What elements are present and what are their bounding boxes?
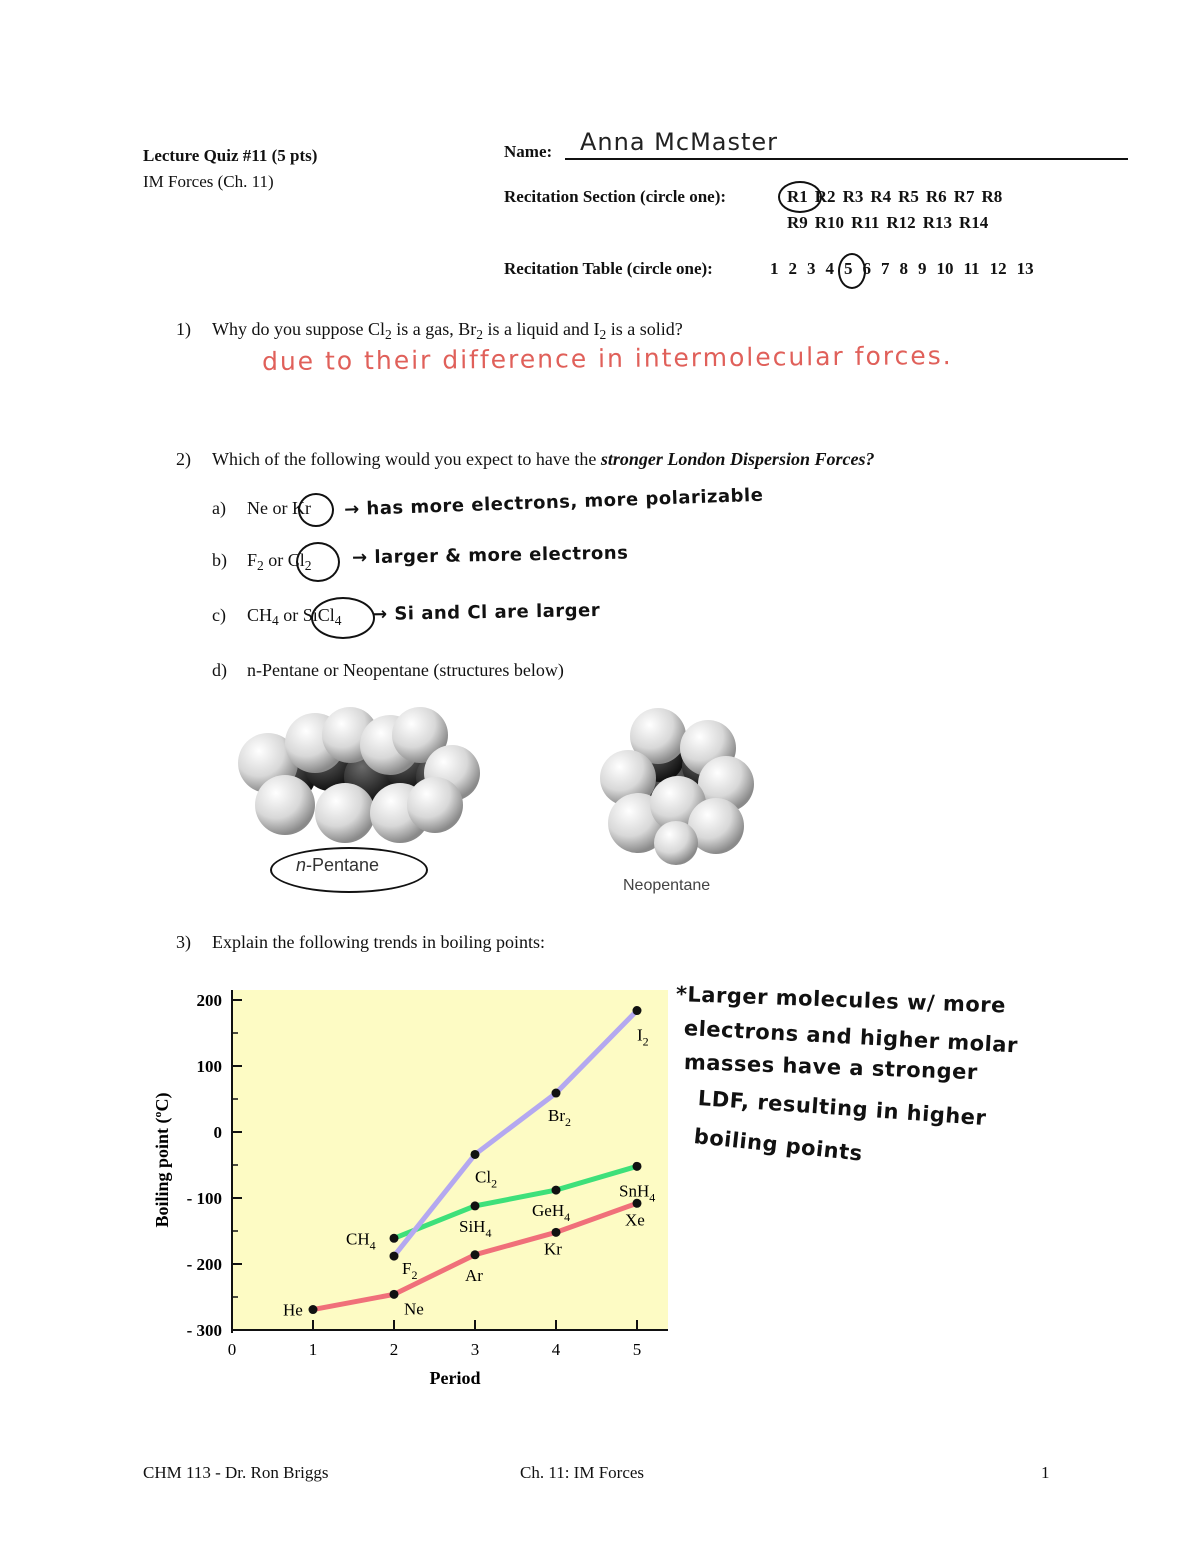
n-pentane-molecule-image bbox=[230, 705, 490, 845]
data-point bbox=[552, 1186, 561, 1195]
q3-answer-line: LDF, resulting in higher bbox=[697, 1086, 988, 1131]
section-selection-circle bbox=[778, 181, 822, 213]
data-point-label: GeH$_4$ bbox=[532, 1201, 571, 1225]
q2c-letter: c) bbox=[212, 605, 226, 625]
data-point bbox=[390, 1234, 399, 1243]
q3-answer-line: electrons and higher molar bbox=[683, 1016, 1019, 1058]
data-point bbox=[633, 1162, 642, 1171]
q2b-choice: $Cl_2$ bbox=[287, 550, 312, 574]
chart-x-axis-label: Period bbox=[429, 1368, 481, 1388]
q2a-option: Ne or Kr bbox=[247, 498, 311, 518]
x-tick-label: 3 bbox=[470, 1340, 480, 1359]
chart-y-axis-label: Boiling point (ºC) bbox=[152, 1092, 172, 1228]
data-point-label: Ar bbox=[465, 1265, 483, 1285]
x-tick-label: 4 bbox=[551, 1340, 561, 1359]
n-pentane-label: n-Pentane bbox=[296, 855, 380, 875]
section-option-r11[interactable]: R11 bbox=[851, 213, 880, 232]
x-tick-label: 1 bbox=[308, 1340, 318, 1359]
name-value: Anna McMaster bbox=[580, 128, 779, 156]
y-tick-label: 200 bbox=[196, 991, 222, 1010]
section-option-r13[interactable]: R13 bbox=[922, 213, 952, 232]
table-option-8[interactable]: 8 bbox=[899, 259, 908, 278]
x-tick-label: 2 bbox=[389, 1340, 399, 1359]
data-point bbox=[471, 1201, 480, 1210]
q2-text: Which of the following would you expect to have the stronger London Dispersion Forces? bbox=[212, 449, 875, 469]
section-option-r10[interactable]: R10 bbox=[814, 213, 845, 232]
table-option-4[interactable]: 4 bbox=[825, 259, 834, 278]
table-option-7[interactable]: 7 bbox=[881, 259, 890, 278]
q3-answer-line: masses have a stronger bbox=[683, 1050, 979, 1085]
table-option-11[interactable]: 11 bbox=[963, 259, 980, 278]
section-option-r1[interactable]: R1 bbox=[787, 187, 808, 206]
table-option-12[interactable]: 12 bbox=[989, 259, 1007, 278]
section-option-r5[interactable]: R5 bbox=[898, 187, 919, 206]
data-point-label: $I_2$ bbox=[637, 1025, 649, 1049]
table-options bbox=[770, 259, 1044, 279]
table-option-1[interactable]: 1 bbox=[770, 259, 779, 278]
data-point-label: He bbox=[283, 1300, 303, 1320]
section-option-r9[interactable]: R9 bbox=[787, 213, 808, 232]
table-selection-circle bbox=[838, 253, 866, 289]
table-option-6[interactable]: 6 bbox=[862, 259, 871, 278]
section-option-r7[interactable]: R7 bbox=[953, 187, 975, 206]
data-point-label: $F_2$ bbox=[402, 1259, 418, 1283]
q2c-choice: SiCl$_4$ bbox=[302, 605, 342, 629]
data-point-label: $Br_2$ bbox=[548, 1106, 571, 1130]
section-option-r6[interactable]: R6 bbox=[925, 187, 947, 206]
q2a-choice: Kr bbox=[291, 498, 311, 518]
section-option-r2[interactable]: R2 bbox=[814, 187, 836, 206]
section-option-r14[interactable]: R14 bbox=[958, 213, 989, 232]
name-line bbox=[565, 158, 1128, 160]
data-point-label: Ne bbox=[404, 1299, 424, 1319]
q2b-option: $F_2$ or $Cl_2$ bbox=[247, 550, 312, 574]
data-point bbox=[552, 1089, 561, 1098]
chart-plot-background bbox=[232, 990, 668, 1330]
y-tick-label: 0 bbox=[213, 1123, 222, 1142]
table-option-10[interactable]: 10 bbox=[936, 259, 954, 278]
footer-chapter: Ch. 11: IM Forces bbox=[520, 1463, 645, 1482]
section-option-r3[interactable]: R3 bbox=[842, 187, 864, 206]
y-tick-label: 100 bbox=[196, 1057, 222, 1076]
data-point-label: SiH$_4$ bbox=[459, 1216, 492, 1240]
data-point bbox=[390, 1252, 399, 1261]
footer-page-number: 1 bbox=[1041, 1463, 1050, 1482]
q2a-answer: → has more electrons, more polarizable bbox=[343, 484, 764, 521]
q2b-answer: → larger & more electrons bbox=[351, 542, 629, 569]
q3-number: 3) bbox=[176, 932, 191, 952]
data-point bbox=[309, 1305, 318, 1314]
table-option-13[interactable]: 13 bbox=[1016, 259, 1034, 278]
table-option-3[interactable]: 3 bbox=[807, 259, 816, 278]
y-tick-label: - 200 bbox=[186, 1255, 222, 1274]
q3-answer-line: *Larger molecules w/ more bbox=[675, 982, 1007, 1018]
data-point bbox=[390, 1290, 399, 1299]
q1-number: 1) bbox=[176, 319, 191, 339]
q2b-letter: b) bbox=[212, 550, 227, 570]
q2d-letter: d) bbox=[212, 660, 227, 680]
q2c-answer: → Si and Cl are larger bbox=[371, 600, 601, 625]
data-point bbox=[471, 1250, 480, 1259]
data-point bbox=[633, 1006, 642, 1015]
q2b-selection-circle bbox=[296, 542, 340, 582]
q1-answer: due to their difference in intermolecular forces. bbox=[261, 340, 953, 377]
q3-text: Explain the following trends in boiling points: bbox=[212, 932, 545, 952]
q2c-selection-circle bbox=[311, 597, 375, 639]
neopentane-molecule-image bbox=[598, 708, 758, 868]
q2-number: 2) bbox=[176, 449, 191, 469]
section-label: Recitation Section (circle one): bbox=[504, 187, 727, 206]
data-point-label: SnH$_4$ bbox=[619, 1181, 656, 1205]
q3-answer-line: boiling points bbox=[692, 1124, 864, 1166]
q2a-selection-circle bbox=[298, 493, 334, 527]
x-tick-label: 5 bbox=[632, 1340, 642, 1359]
quiz-subtitle: IM Forces (Ch. 11) bbox=[143, 172, 274, 191]
data-point bbox=[552, 1228, 561, 1237]
data-point-label: Xe bbox=[625, 1210, 645, 1230]
table-label: Recitation Table (circle one): bbox=[504, 259, 713, 278]
name-label: Name: bbox=[504, 142, 553, 161]
table-option-5[interactable]: 5 bbox=[844, 259, 853, 278]
section-options-row2 bbox=[787, 213, 995, 233]
q2d-text: n-Pentane or Neopentane (structures below) bbox=[247, 660, 564, 680]
q2c-option: $CH_4$ or SiCl$_4$ bbox=[247, 605, 342, 629]
table-option-9[interactable]: 9 bbox=[918, 259, 927, 278]
y-tick-label: - 300 bbox=[186, 1321, 222, 1340]
q2a-letter: a) bbox=[212, 498, 226, 518]
data-point-label: $CH_4$ bbox=[346, 1229, 376, 1253]
boiling-point-chart bbox=[140, 980, 680, 1400]
x-tick-label: 0 bbox=[227, 1340, 237, 1359]
data-point bbox=[471, 1150, 480, 1159]
data-point-label: $Cl_2$ bbox=[475, 1167, 498, 1191]
q1-text: Why do you suppose $Cl_2$ is a gas, $Br_2$ is a liquid and $I_2$ is a solid? bbox=[212, 319, 683, 343]
quiz-title: Lecture Quiz #11 (5 pts) bbox=[143, 146, 318, 165]
section-option-r8[interactable]: R8 bbox=[981, 187, 1003, 206]
data-point-label: Kr bbox=[544, 1239, 562, 1259]
table-option-2[interactable]: 2 bbox=[788, 259, 797, 278]
neopentane-label: Neopentane bbox=[623, 877, 711, 894]
section-option-r4[interactable]: R4 bbox=[870, 187, 892, 206]
section-option-r12[interactable]: R12 bbox=[886, 213, 916, 232]
footer-course: CHM 113 - Dr. Ron Briggs bbox=[143, 1463, 329, 1482]
y-tick-label: - 100 bbox=[186, 1189, 222, 1208]
